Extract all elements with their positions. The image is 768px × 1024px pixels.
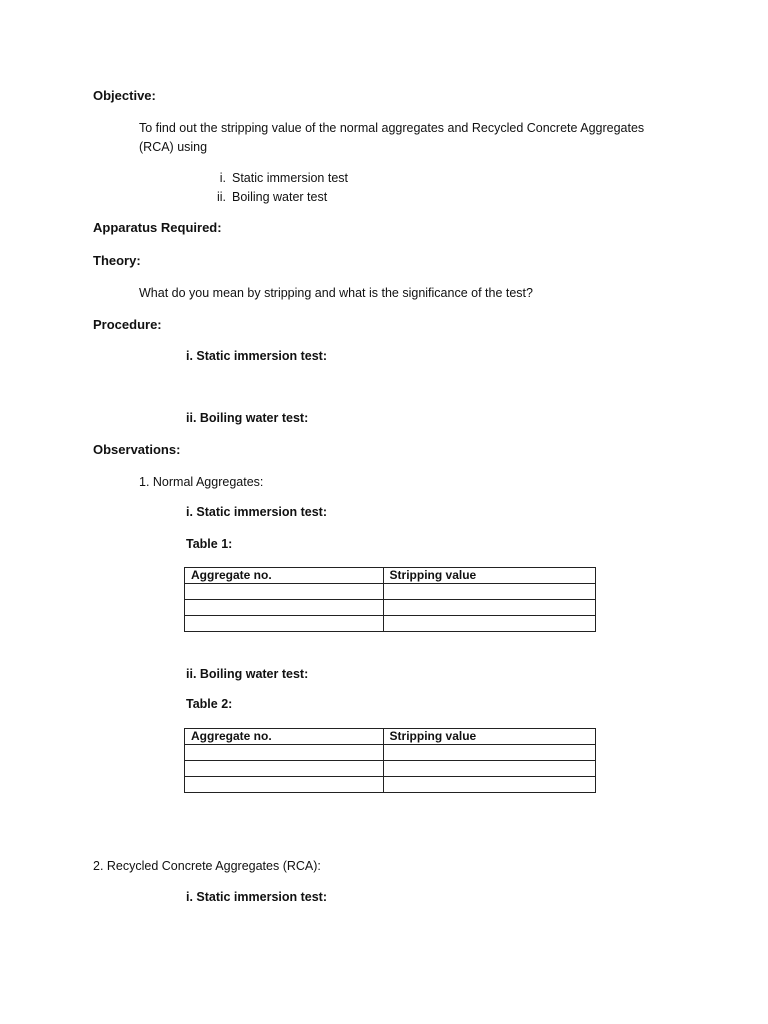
table-cell: [185, 616, 384, 632]
list-item-static-immersion: Static immersion test: [232, 171, 349, 185]
rca-static-subheading: i. Static immersion test:: [186, 890, 328, 904]
observations-heading: Observations:: [93, 442, 181, 457]
table-row: [185, 584, 596, 600]
table-row: [185, 761, 596, 777]
table-cell: [383, 745, 595, 761]
procedure-heading: Procedure:: [93, 317, 162, 332]
list-marker: ii.: [216, 190, 226, 204]
table-row: [185, 600, 596, 616]
table-row: [185, 745, 596, 761]
normal-boiling-subheading: ii. Boiling water test:: [186, 667, 309, 681]
rca-heading: 2. Recycled Concrete Aggregates (RCA):: [93, 859, 321, 873]
table-cell: [185, 600, 384, 616]
table-cell: [383, 584, 595, 600]
column-header-stripping-value: Stripping value: [383, 729, 595, 745]
table-cell: [383, 761, 595, 777]
objective-text-line2: (RCA) using: [139, 140, 208, 154]
column-header-aggregate-no: Aggregate no.: [185, 729, 384, 745]
table-1: [184, 567, 596, 632]
table-cell: [383, 777, 595, 793]
theory-question: What do you mean by stripping and what is the significance of the test?: [139, 286, 533, 300]
table-cell: [383, 616, 595, 632]
table-cell: [185, 761, 384, 777]
table-cell: [185, 777, 384, 793]
objective-text-line1: To find out the stripping value of the normal aggregates and Recycled Concrete Aggregates: [139, 121, 645, 135]
table-1-caption: Table 1:: [186, 537, 233, 551]
list-item-boiling-water: Boiling water test: [232, 190, 328, 204]
table-header-row: [185, 568, 596, 584]
table-header-row: [185, 729, 596, 745]
objective-heading: Objective:: [93, 88, 156, 103]
procedure-step-static: i. Static immersion test:: [186, 349, 328, 363]
table-row: [185, 777, 596, 793]
column-header-stripping-value: Stripping value: [383, 568, 595, 584]
list-marker: i.: [219, 171, 226, 185]
table-cell: [383, 600, 595, 616]
apparatus-heading: Apparatus Required:: [93, 220, 222, 235]
theory-heading: Theory:: [93, 253, 141, 268]
table-row: [185, 616, 596, 632]
table-cell: [185, 745, 384, 761]
procedure-step-boiling: ii. Boiling water test:: [186, 411, 309, 425]
column-header-aggregate-no: Aggregate no.: [185, 568, 384, 584]
table-2: [184, 728, 596, 793]
normal-static-subheading: i. Static immersion test:: [186, 505, 328, 519]
table-2-caption: Table 2:: [186, 697, 233, 711]
normal-aggregates-heading: 1. Normal Aggregates:: [139, 475, 264, 489]
table-cell: [185, 584, 384, 600]
